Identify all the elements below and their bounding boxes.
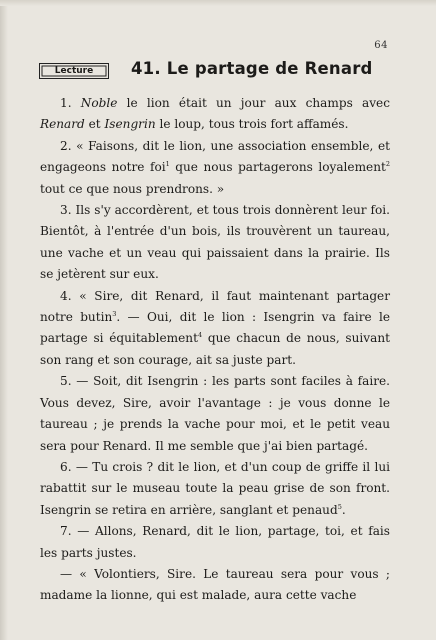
footnote-marker: 1: [165, 160, 170, 169]
paragraph-3: [40, 200, 390, 286]
page-edge-shadow: [0, 0, 8, 640]
text-run: — « Volontiers, Sire. Le taureau sera pour vous ; madame la lionne, qui est malade, aura cette vache: [40, 566, 390, 603]
paragraph-5: [40, 371, 390, 457]
footnote-marker: 5: [337, 502, 342, 511]
text-run: 2. « Faisons, dit le lion, une association ensemble, et engageons notre foi: [40, 138, 390, 175]
text-run: 6. — Tu crois ? dit le lion, et d'un coup de griffe il lui rabattit sur le museau toute la peau grise de son front. Isengrin se retira en arrière, sanglant et penaud: [40, 459, 390, 517]
lesson-header: [39, 60, 393, 84]
footnote-marker: 3: [112, 310, 117, 319]
text-run: 1.: [60, 96, 81, 110]
text-run: tout ce que nous prendrons. »: [40, 181, 225, 196]
text-run: que chacun de nous, suivant son rang et son courage, ait sa juste part.: [40, 331, 390, 367]
text-run: 5. — Soit, dit Isengrin : les parts sont faciles à faire. Vous devez, Sire, avoir l'avantage : je vous donne le taureau ; je prends la vache pour moi, et le petit veau sera pour Renard. Il me semble que j'ai bien partagé.: [40, 374, 390, 453]
text-run: 3. Ils s'y accordèrent, et tous trois donnèrent leur foi. Bientôt, à l'entrée d'un bois, ils trouvèrent un taureau, une vache et un veau qui paissaient dans la prairie. Ils se jetèrent sur eux.: [40, 203, 390, 282]
italic-name: Isengrin: [104, 117, 156, 132]
section-label-box: Lecture: [39, 63, 109, 79]
page-number: 64: [374, 40, 388, 51]
lesson-title: 41. Le partage de Renard: [131, 59, 373, 78]
paragraph-6: [40, 457, 390, 521]
text-run: . — Oui, dit le lion : Isengrin va faire le partage si équitablement: [40, 310, 391, 346]
lesson-body: [40, 93, 390, 607]
paragraph-1: [40, 93, 390, 136]
text-run: 7. — Allons, Renard, dit le lion, partage, toi, et fais les parts justes.: [40, 524, 390, 560]
text-run: et: [84, 117, 105, 132]
text-run: le lion était un jour aux champs avec: [117, 96, 390, 110]
text-run: le loup, tous trois fort affamés.: [155, 117, 349, 132]
text-run: 4. « Sire, dit Renard, il faut maintenant partager notre butin: [40, 288, 390, 325]
paragraph-8: [40, 564, 390, 607]
italic-name: Renard: [40, 117, 85, 132]
footnote-marker: 2: [385, 160, 390, 169]
paragraph-4: [40, 286, 390, 372]
page-top-shadow: [0, 0, 436, 6]
paragraph-7: [40, 521, 390, 564]
text-run: que nous partagerons loyalement: [169, 160, 386, 175]
footnote-marker: 4: [197, 331, 203, 340]
italic-name: Noble: [80, 96, 118, 110]
paragraph-2: [40, 136, 390, 200]
text-run: .: [341, 502, 346, 517]
